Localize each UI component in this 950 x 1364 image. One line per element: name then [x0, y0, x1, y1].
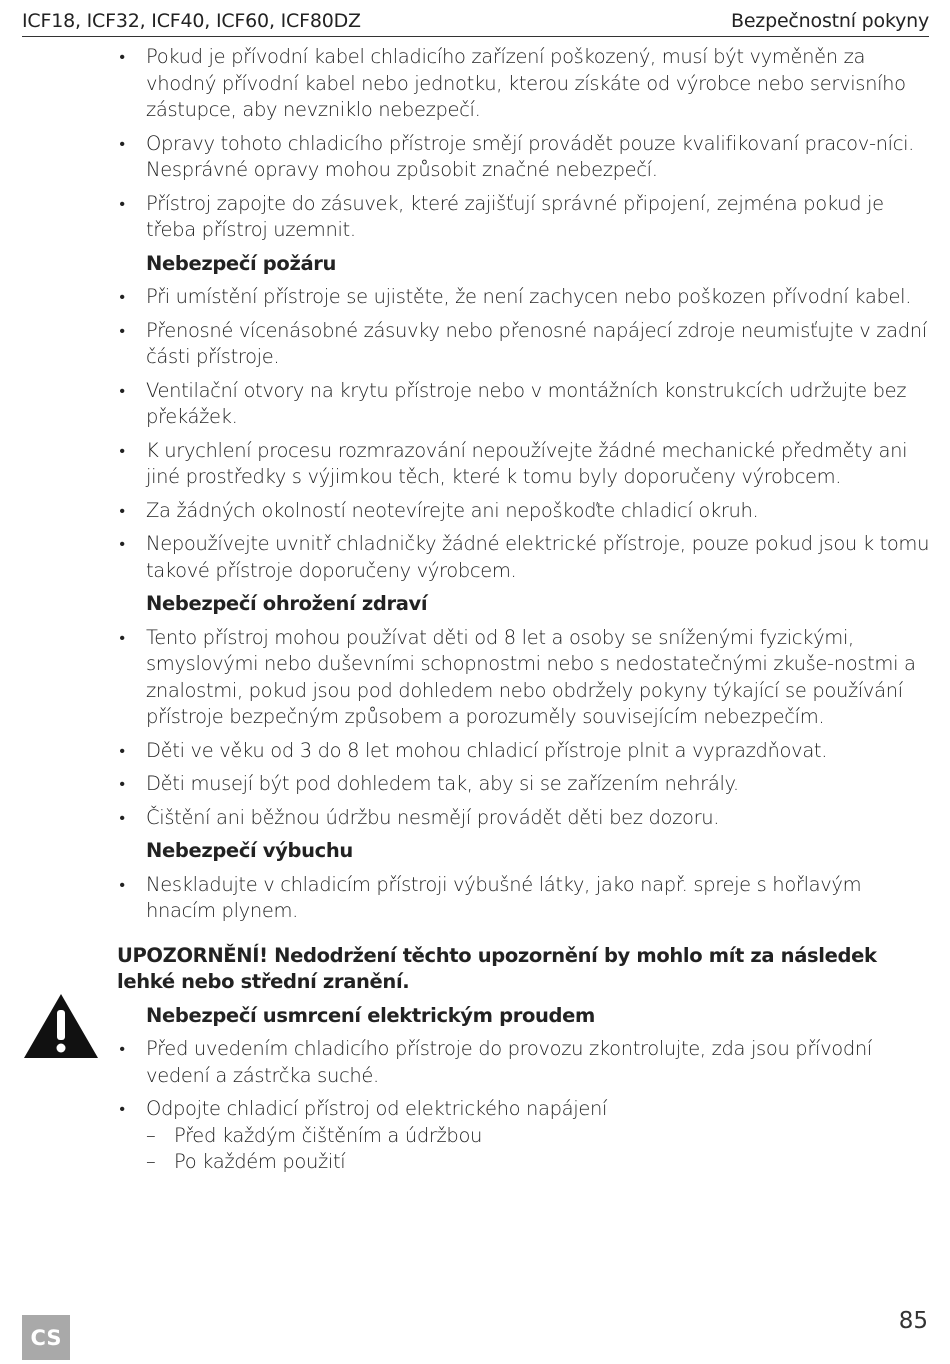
- dash: –: [146, 1150, 156, 1173]
- section-heading-electric: Nebezpečí usmrcení elektrickým proudem: [146, 1003, 595, 1027]
- list-item-text: Čištění ani běžnou údržbu nesmějí provádět děti bez dozoru.: [146, 805, 720, 829]
- list-item: [116, 318, 934, 371]
- list-item-text: Děti ve věku od 3 do 8 let mohou chladicí přístroje plnit a vyprazdňovat.: [146, 738, 828, 762]
- language-badge: CS: [22, 1315, 70, 1360]
- list-item: [116, 738, 934, 765]
- bullet: •: [119, 774, 125, 793]
- list-item-text: Přenosné vícenásobné zásuvky nebo přenosné napájecí zdroje neumisťujte v zadní části přístroje.: [146, 318, 927, 368]
- warning-text: UPOZORNĚNÍ! Nedodržení těchto upozornění by mohlo mít za následek lehké nebo střední zranění.: [117, 943, 877, 993]
- page-content: [116, 44, 934, 1183]
- list-item: [116, 284, 934, 311]
- header-models: ICF18, ICF32, ICF40, ICF60, ICF80DZ: [22, 10, 361, 32]
- bullet: •: [119, 500, 125, 520]
- page-number: 85: [898, 1308, 928, 1334]
- bullet: •: [119, 740, 125, 760]
- list-item: [116, 771, 934, 798]
- section-heading-fire: Nebezpečí požáru: [146, 251, 337, 275]
- list-item: [116, 872, 934, 925]
- list-item-text: Tento přístroj mohou používat děti od 8 let a osoby se sníženými fyzickými, smyslovými nebo duševními schopnostmi nebo s nedostatečnými zkuše-nostmi a znalostmi, pokud jsou pod dohledem nebo obdržely pokyny týkající se používání přístroje bezpečným způsobem a porozuměly souvisejícím nebezpečím.: [146, 625, 916, 728]
- bullet: •: [119, 287, 125, 306]
- dash: –: [146, 1123, 156, 1147]
- sub-list-item: [146, 1123, 934, 1150]
- page-header: [22, 6, 929, 37]
- list-item-text: K urychlení procesu rozmrazování nepoužívejte žádné mechanické předměty ani jiné prostředky s výjimkou těch, které k tomu byly doporučeny výrobcem.: [146, 438, 908, 488]
- list-item-text: Neskladujte v chladicím přístroji výbušné látky, jako např. spreje s hořlavým hnacím plynem.: [146, 872, 862, 922]
- sub-list-item-text: Před každým čištěním a údržbou: [174, 1123, 483, 1147]
- bullet: •: [119, 193, 125, 213]
- list-item: [116, 1036, 934, 1089]
- bullet: •: [119, 133, 125, 153]
- list-item: [116, 498, 934, 525]
- list-item: [116, 625, 934, 731]
- warning-triangle-icon: [22, 992, 100, 1060]
- bullet: •: [119, 807, 125, 827]
- bullet: •: [119, 627, 125, 647]
- section-heading-health: Nebezpečí ohrožení zdraví: [146, 592, 428, 615]
- list-item: [116, 191, 934, 244]
- bullet: •: [119, 534, 125, 553]
- list-item-text: Před uvedením chladicího přístroje do provozu zkontrolujte, zda jsou přívodní vedení a zástrčka suché.: [146, 1037, 872, 1087]
- list-item-text: Odpojte chladicí přístroj od elektrického napájení: [146, 1097, 608, 1120]
- bullet: •: [119, 1099, 125, 1118]
- bullet: •: [119, 47, 125, 66]
- bullet: •: [119, 380, 125, 400]
- list-item-text: Pokud je přívodní kabel chladicího zařízení poškozený, musí být vyměněn za vhodný přívodní kabel nebo jednotku, kterou získáte od výrobce nebo servisního zástupce, aby nevzniklo nebezpečí.: [146, 45, 906, 121]
- section-heading-explosion: Nebezpečí výbuchu: [146, 839, 353, 862]
- list-item: [116, 805, 934, 832]
- sub-list-item: [146, 1149, 934, 1176]
- list-item-text: Ventilační otvory na krytu přístroje nebo v montážních konstrukcích udržujte bez překážek.: [146, 378, 907, 428]
- list-item: [116, 131, 934, 184]
- list-item-text: Při umístění přístroje se ujistěte, že není zachycen nebo poškozen přívodní kabel.: [146, 285, 912, 308]
- header-section: Bezpečnostní pokyny: [730, 10, 929, 32]
- bullet: •: [119, 440, 125, 460]
- sub-list-item-text: Po každém použití: [174, 1150, 346, 1173]
- list-item: [116, 1096, 934, 1176]
- list-item: [116, 378, 934, 431]
- list-item: [116, 44, 934, 124]
- list-item-text: Opravy tohoto chladicího přístroje smějí provádět pouze kvalifikovaní pracov-níci. Nesprávné opravy mohou způsobit značné nebezpečí.: [146, 131, 915, 181]
- list-item: [116, 531, 934, 584]
- bullet: •: [119, 1039, 125, 1058]
- list-item-text: Za žádných okolností neotevírejte ani nepoškoďte chladicí okruh.: [146, 498, 759, 522]
- list-item: [116, 438, 934, 491]
- list-item-text: Přístroj zapojte do zásuvek, které zajišťují správné připojení, zejména pokud je třeba přístroj uzemnit.: [146, 191, 884, 241]
- bullet: •: [119, 874, 125, 894]
- list-item-text: Děti musejí být pod dohledem tak, aby si se zařízením nehrály.: [146, 772, 739, 795]
- list-item-text: Nepoužívejte uvnitř chladničky žádné elektrické přístroje, pouze pokud jsou k tomu takové přístroje doporučeny výrobcem.: [146, 532, 930, 582]
- bullet: •: [119, 320, 125, 340]
